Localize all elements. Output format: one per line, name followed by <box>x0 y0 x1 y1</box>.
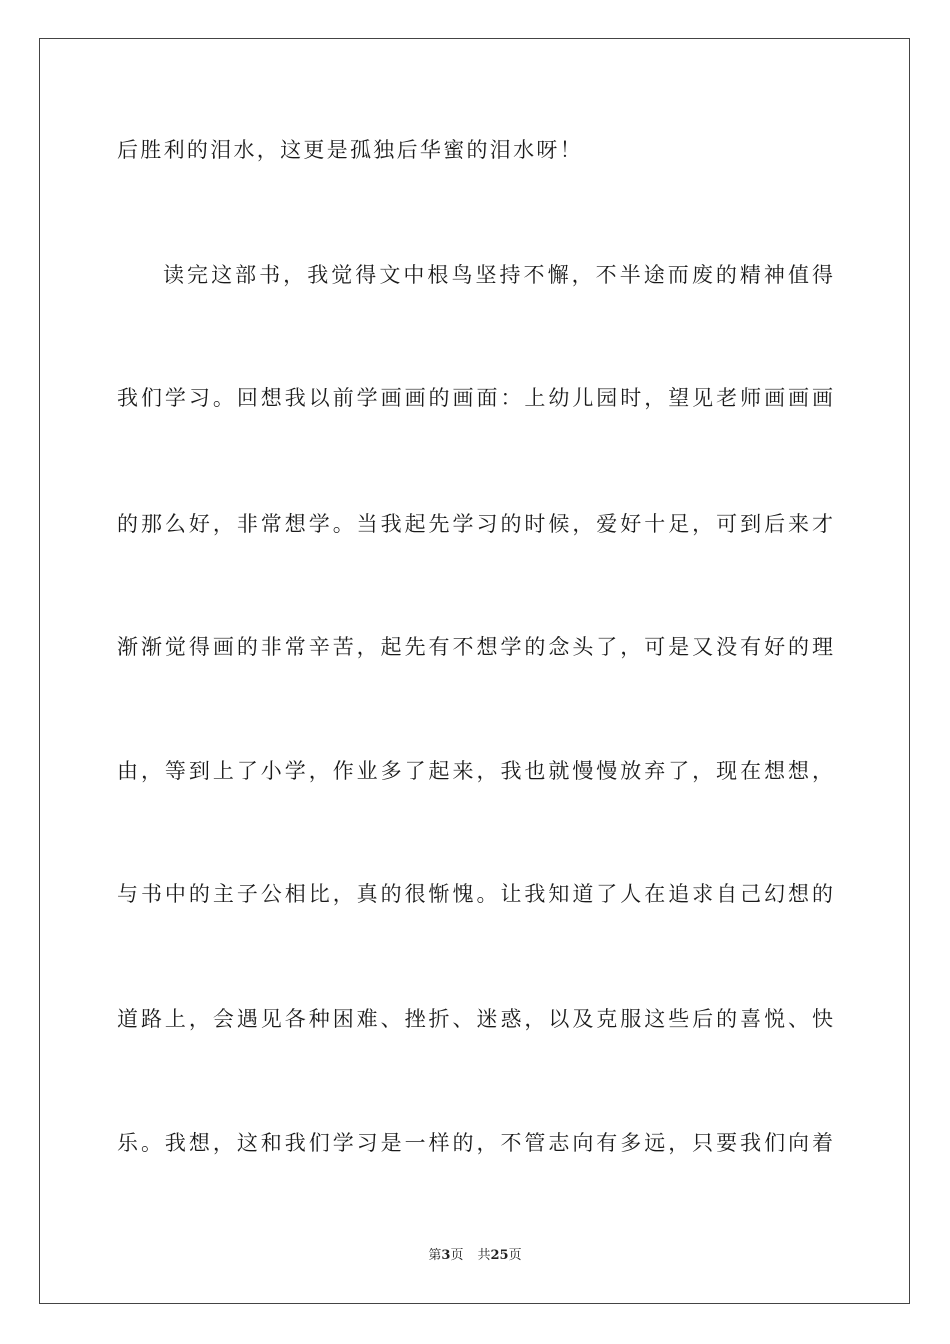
total-suffix: 页 <box>508 1248 522 1263</box>
paragraph-line-2: 读完这部书，我觉得文中根鸟坚持不懈，不半途而废的精神值得 <box>163 263 833 287</box>
page-suffix: 页 <box>450 1248 464 1263</box>
page-footer <box>0 1248 950 1264</box>
paragraph-line-9: 乐。我想，这和我们学习是一样的，不管志向有多远，只要我们向着 <box>117 1131 833 1155</box>
page-prefix: 第 <box>428 1248 442 1263</box>
paragraph-line-1: 后胜利的泪水，这更是孤独后华蜜的泪水呀！ <box>117 138 583 162</box>
total-pages: 25 <box>490 1248 509 1263</box>
paragraph-line-7: 与书中的主子公相比，真的很惭愧。让我知道了人在追求自己幻想的 <box>117 882 833 906</box>
page-border <box>39 38 910 1304</box>
total-prefix: 共 <box>477 1248 491 1263</box>
paragraph-line-4: 的那么好，非常想学。当我起先学习的时候，爱好十足，可到后来才 <box>117 512 833 536</box>
page-number: 3 <box>441 1248 451 1263</box>
paragraph-line-5: 渐渐觉得画的非常辛苦，起先有不想学的念头了，可是又没有好的理 <box>117 635 833 659</box>
paragraph-line-6: 由，等到上了小学，作业多了起来，我也就慢慢放弃了，现在想想， <box>117 759 833 783</box>
paragraph-line-3: 我们学习。回想我以前学画画的画面：上幼儿园时，望见老师画画画 <box>117 386 833 410</box>
paragraph-line-8: 道路上，会遇见各种困难、挫折、迷惑，以及克服这些后的喜悦、快 <box>117 1007 833 1031</box>
